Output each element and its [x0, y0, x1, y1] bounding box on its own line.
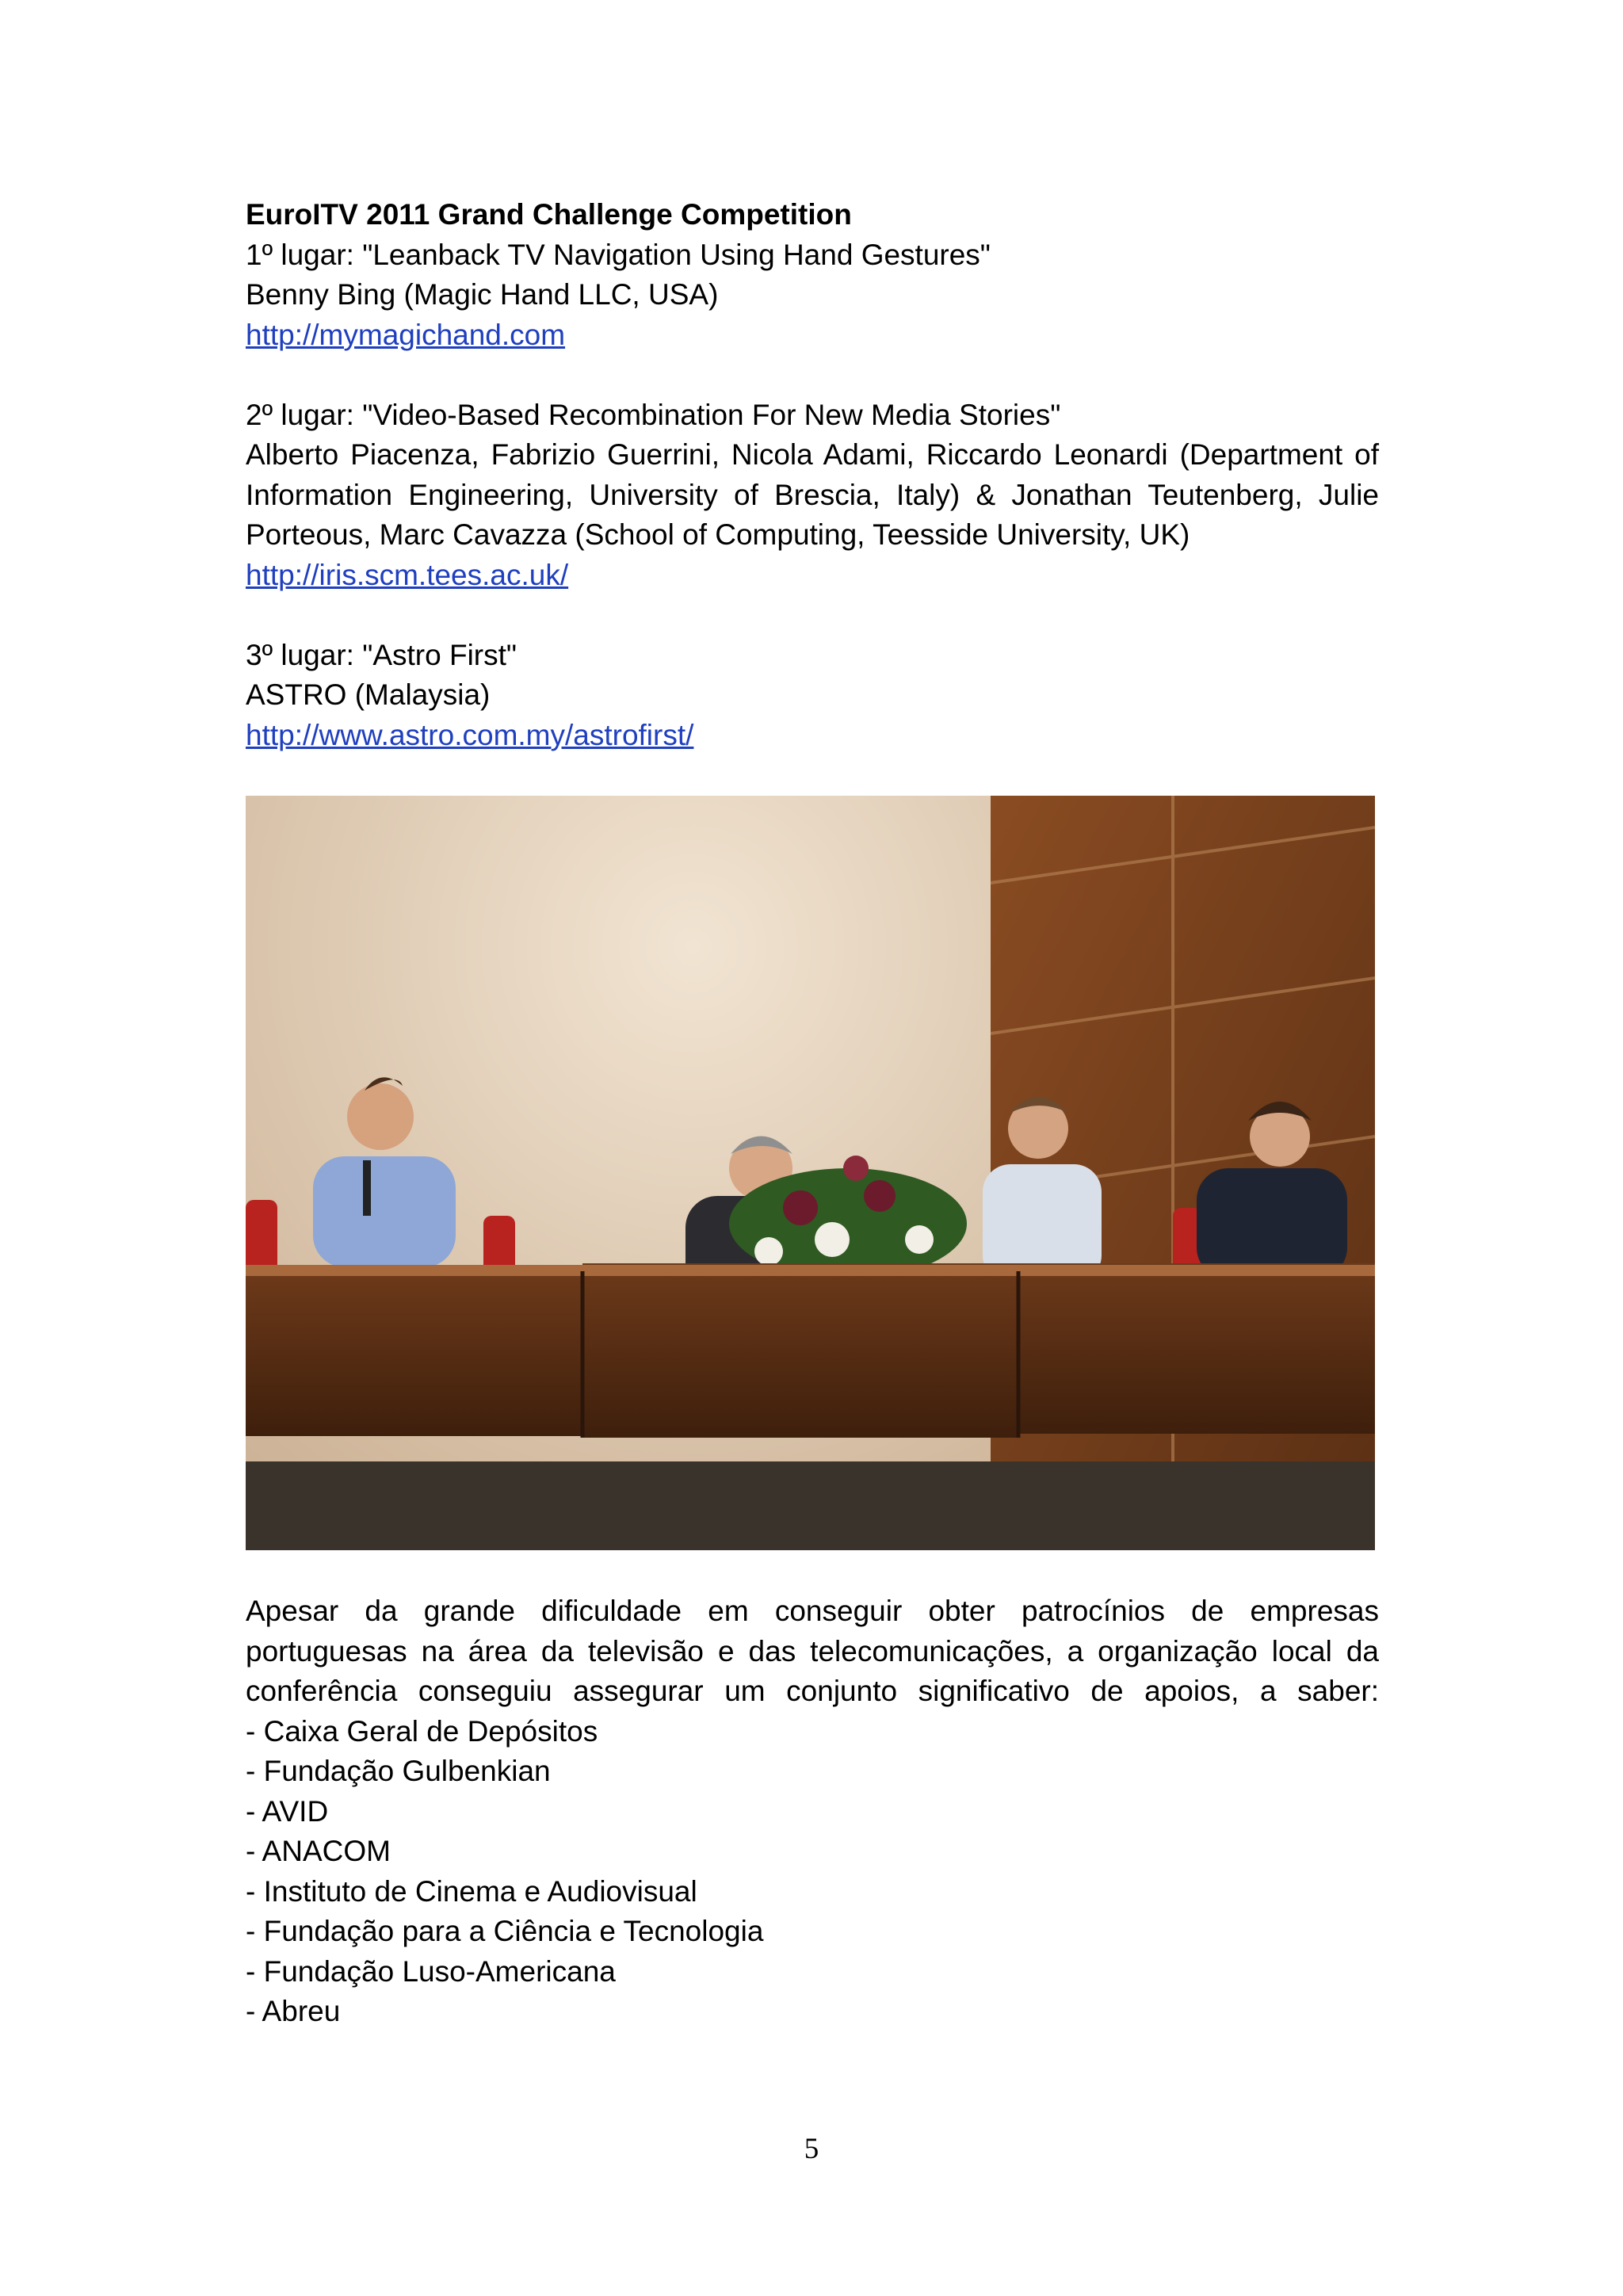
page-number: 5 [804, 2133, 819, 2165]
winner-1-link[interactable]: http://mymagichand.com [246, 318, 566, 351]
winner-2-title: 2º lugar: "Video-Based Recombination For New Media Stories" [246, 398, 1061, 431]
sponsor-item: - ANACOM [246, 1835, 391, 1867]
winner-3-link[interactable]: http://www.astro.com.my/astrofirst/ [246, 718, 694, 751]
panel-photo-illustration [246, 796, 1375, 1550]
winner-3-title: 3º lugar: "Astro First" [246, 638, 517, 671]
sponsor-item: - Caixa Geral de Depósitos [246, 1714, 598, 1748]
sponsor-item: - Fundação Luso-Americana [246, 1954, 616, 1988]
panel-photo [246, 796, 1375, 1550]
paragraph-line-3: conferência conseguiu assegurar um conjunto significativo de apoios, a saber: [246, 1675, 1379, 1707]
winner-2-authors-line-1: Alberto Piacenza, Fabrizio Guerrini, Nicola Adami, Riccardo Leonardi (Department of [246, 438, 1379, 471]
winner-2-link[interactable]: http://iris.scm.tees.ac.uk/ [246, 558, 569, 591]
winner-2-authors-line-3: Porteous, Marc Cavazza (School of Computing, Teesside University, UK) [246, 518, 1190, 551]
winner-1-authors: Benny Bing (Magic Hand LLC, USA) [246, 278, 719, 311]
sponsor-item: - Abreu [246, 1995, 341, 2027]
winner-2-authors-line-2: Information Engineering, University of Brescia, Italy) & Jonathan Teutenberg, Julie [246, 478, 1379, 511]
winner-3-authors: ASTRO (Malaysia) [246, 678, 491, 711]
sponsor-item: - Fundação Gulbenkian [246, 1755, 551, 1787]
winner-1-title: 1º lugar: "Leanback TV Navigation Using Hand Gestures" [246, 238, 991, 271]
sponsor-item: - AVID [246, 1794, 329, 1828]
sponsor-item: - Instituto de Cinema e Audiovisual [246, 1874, 697, 1908]
paragraph-line-2: portuguesas na área da televisão e das telecomunicações, a organização local da [246, 1634, 1379, 1668]
paragraph-line-1: Apesar da grande dificuldade em conseguir obter patrocínios de empresas [246, 1595, 1379, 1627]
sponsor-item: - Fundação para a Ciência e Tecnologia [246, 1915, 764, 1947]
sponsors-section [246, 1591, 1379, 2032]
winners-section [246, 195, 1379, 755]
section-heading: EuroITV 2011 Grand Challenge Competition [246, 198, 852, 231]
